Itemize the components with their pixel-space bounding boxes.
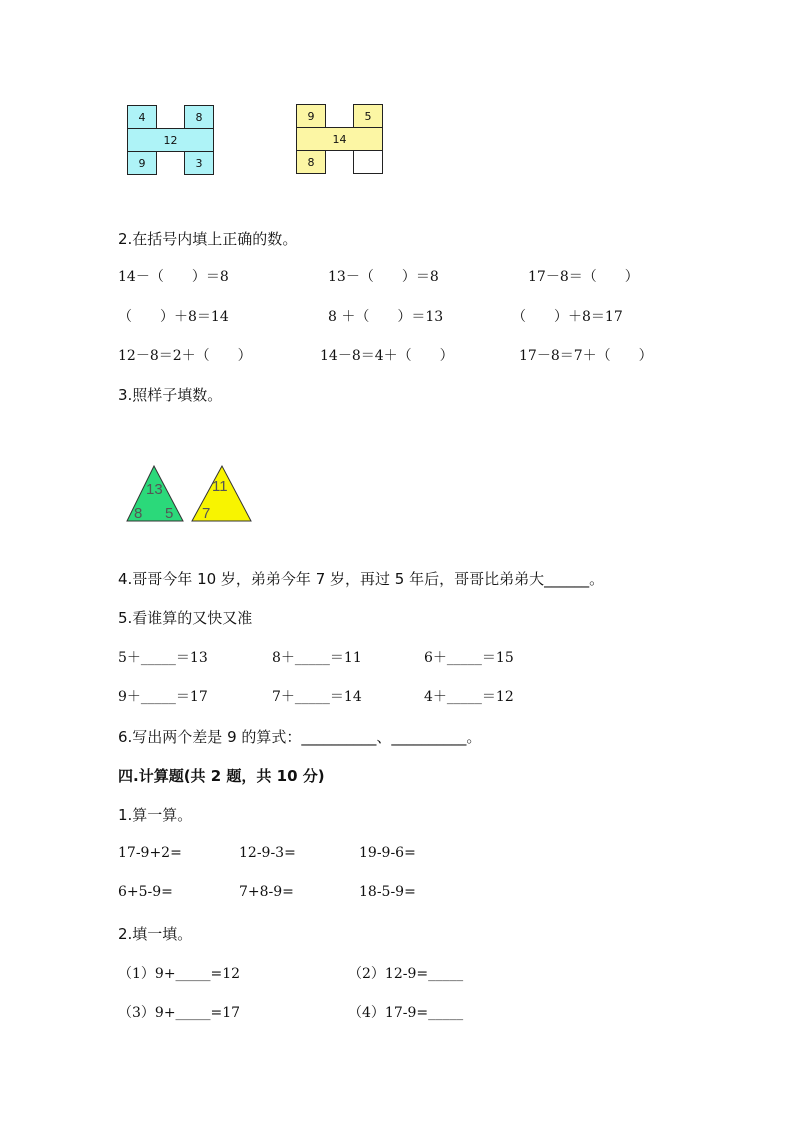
q2-r1-c1: 14－（ ）＝8 [118, 269, 229, 285]
q2-r2-c3: （ ）＋8＝17 [512, 309, 623, 325]
q5-r2-c3: 4＋_____＝12 [424, 689, 514, 705]
h2-middle: 14 [296, 127, 383, 151]
q2-r2-c2: 8 ＋（ ）＝13 [328, 309, 444, 325]
tri1-left: 8 [134, 505, 143, 522]
q2-r1-c2: 13－（ ）＝8 [328, 269, 439, 285]
c2-r1-c2: （2）12-9=_____ [348, 966, 464, 982]
h1-bottom-left: 9 [127, 151, 157, 175]
c1-r1-c2: 12-9-3= [239, 845, 296, 861]
q5-r1-c2: 8＋_____＝11 [272, 650, 362, 666]
h-figure-1 [127, 105, 215, 175]
q3-title: 3.照样子填数。 [118, 386, 223, 404]
c2-r2-c2: （4）17-9=_____ [348, 1005, 464, 1021]
q5-r2-c1: 9＋_____＝17 [118, 689, 208, 705]
c2-r2-c1: （3）9+_____=17 [118, 1005, 241, 1021]
c1-r2-c3: 18-5-9= [359, 884, 416, 900]
c1-r2-c2: 7+8-9= [239, 884, 294, 900]
tri2-left: 7 [202, 505, 211, 522]
q2-r3-c3: 17－8＝7＋（ ） [519, 348, 653, 364]
q2-r3-c1: 12－8＝2＋（ ） [118, 348, 252, 364]
q5-title: 5.看谁算的又快又准 [118, 609, 253, 627]
q2-title: 2.在括号内填上正确的数。 [118, 230, 298, 248]
q5-r1-c1: 5＋_____＝13 [118, 650, 208, 666]
c1-title: 1.算一算。 [118, 806, 193, 824]
c1-r1-c3: 19-9-6= [359, 845, 416, 861]
c1-r1-c1: 17-9+2= [118, 845, 182, 861]
q5-r1-c3: 6＋_____＝15 [424, 650, 514, 666]
tri1-right: 5 [165, 505, 174, 522]
h1-bottom-right: 3 [184, 151, 214, 175]
h1-middle: 12 [127, 128, 214, 152]
h2-top-right: 5 [353, 104, 383, 128]
h1-top-right: 8 [184, 105, 214, 129]
tri1-top: 13 [146, 481, 163, 498]
h-figure-2 [296, 104, 384, 174]
c1-r2-c1: 6+5-9= [118, 884, 173, 900]
q2-r2-c1: （ ）＋8＝14 [118, 309, 229, 325]
section4-title: 四.计算题(共 2 题，共 10 分) [118, 767, 325, 785]
c2-r1-c1: （1）9+_____=12 [118, 966, 241, 982]
q4-text: 4.哥哥今年 10 岁，弟弟今年 7 岁，再过 5 年后，哥哥比弟弟大______。 [118, 570, 605, 588]
h1-top-left: 4 [127, 105, 157, 129]
q2-r3-c2: 14－8＝4＋（ ） [320, 348, 454, 364]
c2-title: 2.填一填。 [118, 925, 193, 943]
tri2-top: 11 [212, 478, 228, 495]
q2-r1-c3: 17－8＝（ ） [528, 269, 639, 285]
triangle-figures [120, 460, 260, 526]
h2-bottom-left: 8 [296, 150, 326, 174]
q6-text: 6.写出两个差是 9 的算式：__________、__________。 [118, 728, 482, 746]
h2-bottom-right-blank [353, 150, 383, 174]
q5-r2-c2: 7＋_____＝14 [272, 689, 362, 705]
h2-top-left: 9 [296, 104, 326, 128]
